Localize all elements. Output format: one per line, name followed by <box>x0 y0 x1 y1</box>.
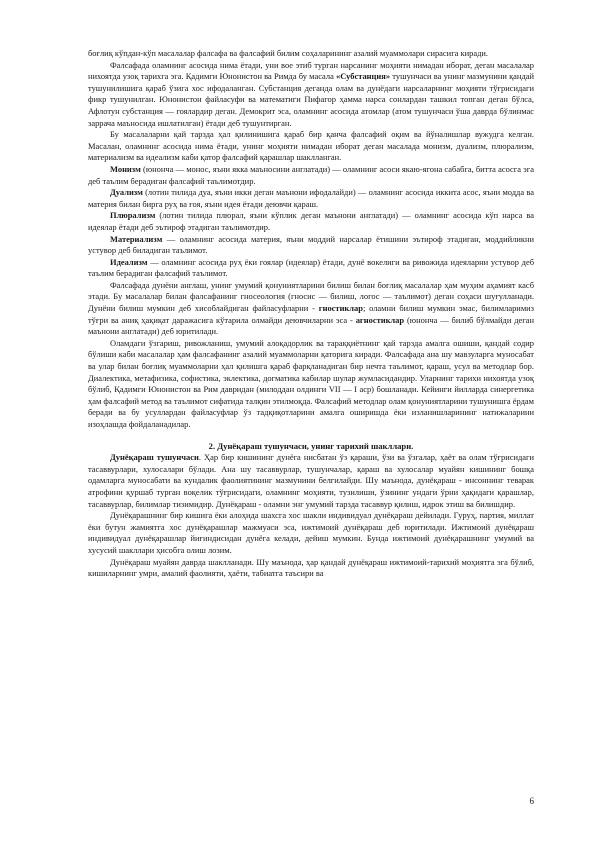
text-run: Бу масалаларни қай тарзда ҳал қилинишига қараб бир қанча фалсафий оқим ва йўналишлар вужудга келган. Масалан, оламнинг асосида нима ётади, унинг моҳияти нимадан иборат деган масалада монизм, дуализм, плюрализм, материализм ва идеализм каби қатор фалсафий қарашлар шаклланган. <box>88 129 534 163</box>
text-run: тушунчаси ва унинг мазмунини қандай тушунилишига қараб ўзига хос ифодаланган. Субстанция деганда олам ва дунёдаги нарсаларнинг моҳияти тўғрисидаги фикр тушунилган. Юнонистон файласуфи ва математиги Пифагор ҳамма нарса сонлардан ташкил топган деган бўлса, Афлотун субстанция — гоялардир деган. Демокрит эса, оламнинг асосида атомлар (атом тушунчаси ўша даврда бўлинмас заррача маъносида ишлатилган) ётади деб тушунтирган. <box>88 71 534 128</box>
paragraph-materialism <box>88 234 534 257</box>
term-gnostics: гностиклар <box>318 303 363 314</box>
text-run: (лотин тилида плюрал, яъни кўплик деган маънони англатади) — оламнинг асосида кўп нарса ва идеялар ётади деб эътироф этадиган таълимотдир. <box>88 210 534 232</box>
paragraph-gnoseology <box>88 280 534 338</box>
text-run: ; оламни билиш мумкин эмас, билимларимиз тўғри ва аниқ ҳақиқат даражасига кўтарила олмайди деювчиларни эса - <box>88 303 535 325</box>
paragraph-1 <box>88 48 534 60</box>
paragraph-monism <box>88 164 534 187</box>
text-run: (юнонча — монос, яъни якка маъносини англатади) — оламнинг асоси якаю-ягона сабабга, битта асосга эга деб таълим берадиган фалсафий таълимотдир. <box>88 163 534 186</box>
term-agnostics: агностиклар <box>355 314 405 325</box>
text-run: Дунёқарашнинг бир кишига ёки алоҳида шахсга хос шакли индивидуал дунёқараш дейилади. Гуруҳ, партия, миллат ёки бутун жамиятга хос дунёқарашлар мажмуаси эса, ижтимоий дунёқараш деб юритилади. Ижтимоий дунёқараш индивидуал дунёқарашлар йиғиндисидан дунёга келади, дейиш мумкин. Бунда ижтимоий дунёқарашнинг умумий ва хусусий шакллари ҳисобга олиш лозим. <box>88 510 534 555</box>
paragraph-3 <box>88 129 534 164</box>
text-run: . Ҳар бир кишининг дунёга нисбатан ўз қараши, ўзи ва ўзгалар, ҳаёт ва олам тўғрисидаги тасаввурлари, хулосалари бўлади. Ана шу тасаввурлар, тушунчалар, қараш ва хулосалар муайян кишининг бошқа одамларга муносабати ва кундалик фаолиятининг мазмунини белгилайди. Шу маънода, дунёқараш - инсоннинг теварак атрофини қуршаб турган воқелик тўғрисидаги, оламнинг моҳияти, тузилиши, ўзининг ундаги ўрни ҳақидаги қарашлар, тасаввурлар, билимлар тизимидир. Дунёқараш - оламни энг умумий тарзда тасаввур қилиш, идрок этиш ва билишдир. <box>88 452 534 509</box>
text-run: Оламдаги ўзгариш, ривожланиш, умумий алоқадорлик ва тараққиётнинг қай тарзда амалга ошиши, қандай содир бўлиши каби масалалар ҳам фалсафанинг азалий муаммоларни қаторига киради. Фалсафада ана шу мавзуларга муносабат ва улар билан боғлиқ муаммоларни ҳал қилишга қараб фарқланадиган бир нечта таълимот, қараш, усул ва методлар бор. Диалектика, метафизика, софистика, эклектика, догматика кабилар шулар жумласидандир. Уларнинг тарихи нихоятда узоқ бўлиб, Қадимги Юнонистон ва Рим давридан (милоддан олдинги VII — I аср) бошланади. Кейинги йилларда синергетика ҳам фалсафий метод ва таълимот сифатида талқин этилмоқда. Фалсафий методлар олам қонуниятларини тушунишга ёрдам беради ва бу усуллардан файласуфлар ўз тадқиқотларини амалга оширишда ёки изланишларининг натижаларини изоҳлашда фойдаланадилар. <box>88 337 534 429</box>
paragraph-methods <box>88 338 534 431</box>
term-pluralism: Плюрализм <box>110 210 156 221</box>
section-heading: 2. Дунёқараш тушунчаси, унинг тарихий шакллари. <box>208 440 414 451</box>
body-text <box>88 48 534 580</box>
text-run: Фалсафада оламнинг асосида нима ётади, уни вое этиб турган нарсанинг моҳияти нимадан иборат, деган масалалар нихоятда узоқ тарихга эга. Қадимги Юнонистон ва Римда бу масала <box>88 59 534 82</box>
text-run: (лотин тилида дуа, яъни икки деган маънони ифодалайди) — оламнинг асосида иккита асос, яъни модда ва материя билан бирга руҳ ва ғоя, яъни идея ётади деювчи қараш. <box>88 187 534 209</box>
text-run: Фалсафада дунёни англаш, унинг умумий қонуниятларини билиш билан боғлиқ масалалар ҳам муҳим аҳамият касб этади. Бу масалалар билан фалсафанинг гносеология (гносис — билиш, логос — таълимот) деган соҳаси шуғулланади. Дунёни билиш мумкин деб хисоблайдиган файласуфларни - <box>88 279 534 314</box>
page-number: 6 <box>529 796 534 806</box>
paragraph-idealism <box>88 257 534 280</box>
term-substance: «Субстанция» <box>336 71 391 82</box>
term-monism: Монизм <box>110 163 141 174</box>
term-worldview: Дунёқараш тушунчаси <box>110 452 199 463</box>
text-run: — оламнинг асосида руҳ ёки гоялар (идеялар) ётади, дунё вокелиги ва ривожида идеяларни устувор деб таълим берадиган фалсафий таълимот. <box>88 256 534 279</box>
term-materialism: Материализм <box>110 233 163 244</box>
text-run: — оламнинг асосида материя, яъни моддий нарсалар ётишини эътироф этадиган, моддийликни устувор деб биладиган таълимот. <box>88 233 534 256</box>
text-run: (юнонча — билиб бўлмайди деган маънони англатади) деб юритилади. <box>88 314 534 337</box>
paragraph-worldview-forms <box>88 510 534 556</box>
text-run: боғлиқ кўпдан-кўп масалалар фалсафа ва фалсафий билим соҳаларининг азалий муаммолари сирасига киради. <box>88 48 488 58</box>
text-run: Дунёқараш муайян даврда шаклланади. Шу маънода, ҳар қандай дунёқараш ижтимоий-тарихий моҳиятга эга бўлиб, кишиларнинг умри, амалий фаолияти, ҳаёти, табиатга таъсири ва <box>88 556 534 579</box>
term-dualism: Дуализм <box>110 187 143 198</box>
paragraph-2 <box>88 60 534 130</box>
paragraph-worldview <box>88 452 534 510</box>
paragraph-pluralism <box>88 210 534 233</box>
paragraph-dualism <box>88 187 534 210</box>
term-idealism: Идеализм <box>110 256 148 267</box>
paragraph-worldview-period <box>88 557 534 580</box>
